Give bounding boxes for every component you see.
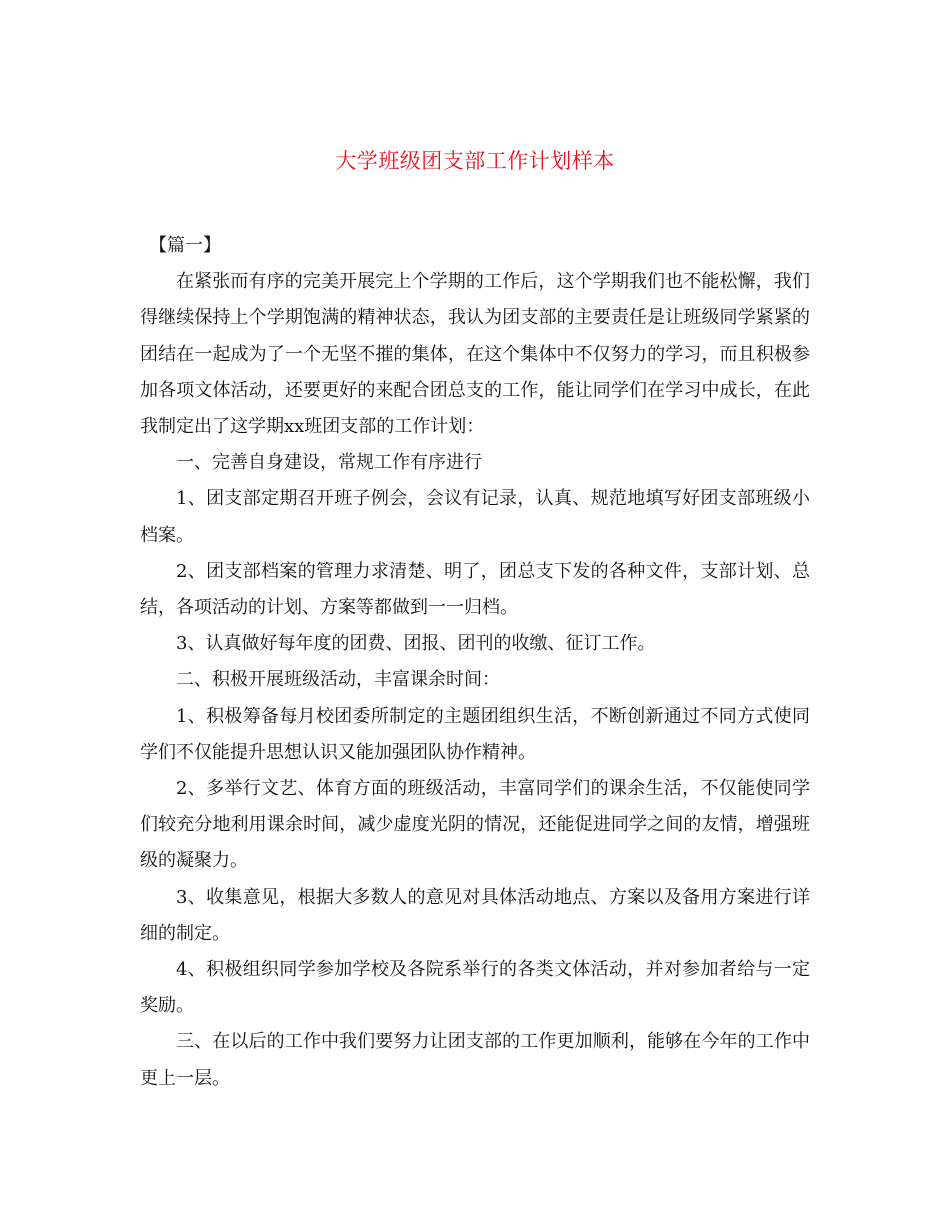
document-title: 大学班级团支部工作计划样本	[335, 149, 615, 173]
intro-paragraph: 在紧张而有序的完美开展完上个学期的工作后，这个学期我们也不能松懈，我们得继续保持上个学期饱满的精神状态，我认为团支部的主要责任是让班级同学紧紧的团结在一起成为了一个无坚不摧的集体，在这个集体中不仅努力的学习，而且积极参加各项文体活动，还要更好的来配合团总支的工作，能让同学们在学习中成长，在此我制定出了这学期xx班团支部的工作计划：	[140, 271, 810, 438]
list-item: 2、团支部档案的管理力求清楚、明了，团总支下发的各种文件，支部计划、总结，各项活动的计划、方案等都做到一一归档。	[140, 560, 810, 619]
list-item: 3、收集意见，根据大多数人的意见对具体活动地点、方案以及备用方案进行详细的制定。	[140, 886, 810, 944]
section-label: 【篇一】	[149, 235, 221, 256]
list-item: 1、团支部定期召开班子例会，会议有记录，认真、规范地填写好团支部班级小档案。	[140, 488, 810, 546]
list-item: 3、认真做好每年度的团费、团报、团刊的收缴、征订工作。	[176, 633, 656, 655]
section-heading-2: 二、积极开展班级活动，丰富课余时间：	[176, 669, 500, 691]
list-item: 2、多举行文艺、体育方面的班级活动，丰富同学们的课余生活，不仅能使同学们较充分地利用课余时间，减少虚度光阴的情况，还能促进同学之间的友情，增强班级的凝聚力。	[140, 778, 810, 872]
list-item: 1、积极筹备每月校团委所制定的主题团组织生活，不断创新通过不同方式使同学们不仅能提升思想认识又能加强团队协作精神。	[140, 705, 810, 763]
section-heading-3: 三、在以后的工作中我们要努力让团支部的工作更加顺利，能够在今年的工作中更上一层。	[140, 1031, 810, 1089]
list-item: 4、积极组织同学参加学校及各院系举行的各类文体活动，并对参加者给与一定奖励。	[140, 959, 810, 1017]
document-body	[140, 228, 810, 1097]
section-heading-1: 一、完善自身建设，常规工作有序进行	[176, 452, 482, 474]
